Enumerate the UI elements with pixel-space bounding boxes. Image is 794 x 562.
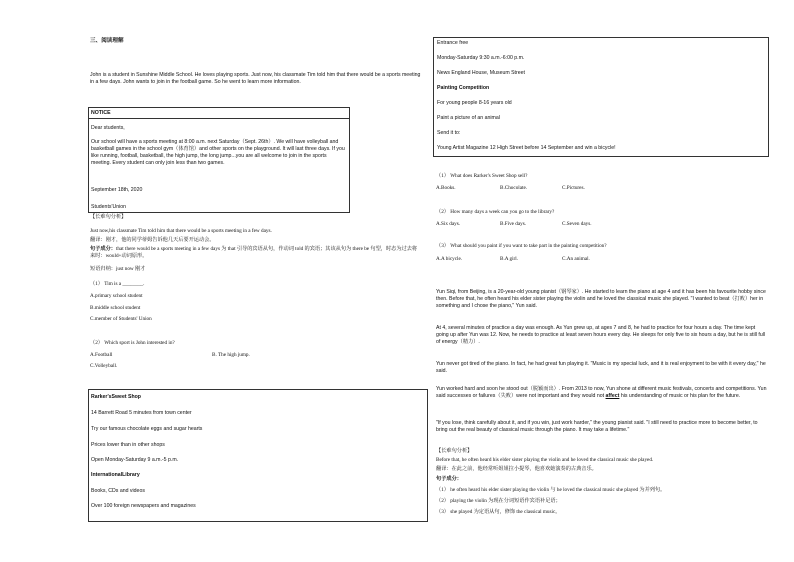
r-question-2-option-b[interactable]: B.Five days. [500, 221, 527, 227]
question-1-option-a[interactable]: A.primary school student [90, 293, 143, 299]
shop-line-4: Open Monday-Saturday 9 a.m.-5 p.m. [91, 457, 179, 463]
r-question-1-option-b[interactable]: B.Chocolate. [500, 185, 528, 191]
shop-line-2: Try our famous chocolate eggs and sugar hearts [91, 426, 203, 432]
r-structure-point-3: （3） she played 为定语从句，修饰 the classical music。 [436, 509, 561, 515]
passage-paragraph-3: Yun never got tired of the piano. In fact, he had great fun playing it. "Music is my special luck, and it is real enjoyment to be with it every day," he said. [436, 361, 766, 374]
analysis-sentence: Just now,his classmate Tim told him that there would be a sports meeting in a few days. [90, 228, 272, 234]
competition-line-3: Send it to: [437, 130, 461, 136]
passage-paragraph-4 [436, 386, 768, 400]
r-question-2-stem: （2） How many days a week can you go to the library? [436, 209, 555, 215]
structure-label: 句子成分： [90, 246, 116, 252]
question-1-option-b[interactable]: B.middle school student [90, 305, 141, 311]
notice-box [88, 107, 350, 213]
r-question-2-option-c[interactable]: C.Seven days. [562, 221, 592, 227]
p4-text-b: his understanding of music or his plan for the future. [619, 393, 741, 399]
intro-paragraph: John is a student in Sunshine Middle School. He loves playing sports. Just now, his classmate Tim told him that there would be a sports meeting in a few days. John wants to join in the football game. So he went to learn more information. [90, 72, 421, 85]
r-question-1-option-a[interactable]: A.Books. [436, 185, 456, 191]
info-line-1: Entrance free [437, 40, 469, 46]
question-2-stem: （2） Which sport is John interested in? [90, 340, 175, 346]
shop-line-3: Prices lower than in other shops [91, 442, 165, 448]
analysis-structure [90, 246, 422, 260]
ads-box [88, 389, 428, 522]
passage-paragraph-1: Yun Siqi, from Beijing, is a 20-year-old young pianist（钢琴家）. He started to learn the piano at age 4 and it has been his favourite hobby since then. Before that, he often heard his elder sister playing the violin and he loved the classical music she played. "I wanted to beat（打败）her in something and I chose the piano," Yun said. [436, 289, 766, 309]
notice-divider [89, 118, 349, 119]
r-structure-label: 句子成分： [436, 476, 462, 482]
r-analysis-translation: 翻译：在此之前，他经常听姐姐拉小提琴，他喜欢她演奏的古典音乐。 [436, 466, 597, 472]
notice-title: NOTICE [91, 110, 111, 116]
library-line-1: Books, CDs and videos [91, 488, 145, 494]
r-structure-point-1: （1） he often heard his elder sister playing the violin 与 he loved the classical music she played 为并列句。 [436, 487, 666, 493]
r-question-3-option-c[interactable]: C.An animal. [562, 256, 590, 262]
r-question-1-stem: （1） What does Rarker's Sweet Shop sell? [436, 173, 528, 179]
r-analysis-label: 【长难句分析】 [436, 448, 473, 454]
p4-underlined-word: affect [605, 393, 620, 399]
section-heading: 三、阅读理解 [90, 38, 124, 44]
library-line-2: Over 100 foreign newspapers and magazines [91, 503, 196, 509]
question-2-option-b[interactable]: B. The high jump. [212, 352, 250, 358]
analysis-translation: 翻译：刚才，他的同学蒂姆告诉他几天后要开运动会。 [90, 237, 215, 243]
analysis-phrase: 短语归纳：just now 刚才 [90, 266, 146, 272]
passage-paragraph-2: At 4, several minutes of practice a day was enough. As Yun grew up, at ages 7 and 8, he had to practice for four hours a day. The time kept going up after Yun was 12. Now, he needs to practice at least seven hours every day. He sleeps for only five to six hours a day, but he is still full of energy（精力）. [436, 325, 766, 345]
r-structure-point-2: （2） playing the violin 为现在分词短语作宾语补足语； [436, 498, 561, 504]
r-question-3-stem: （3） What should you paint if you want to take part in the painting competition? [436, 243, 607, 249]
analysis-label: 【长难句分析】 [90, 214, 127, 220]
r-question-2-option-a[interactable]: A.Six days. [436, 221, 461, 227]
info-line-3: News England House, Museum Street [437, 70, 525, 76]
question-2-option-a[interactable]: A.Football [90, 352, 113, 358]
competition-line-4: Young Artist Magazine 12 High Street before 14 September and win a bicycle! [437, 145, 616, 151]
structure-text: that there would be a sports meeting in a few days 为 that 引导的宾语从句，作动词 told 的宾语；其该从句为 there be 句型，时态为过去将来时：would+动词原形。 [90, 246, 418, 259]
question-1-stem: （1） Tim is a ________. [90, 281, 145, 287]
question-1-option-c[interactable]: C.member of Students' Union [90, 316, 152, 322]
notice-date: September 18th, 2020 [91, 187, 143, 193]
notice-signature: Students'Union [91, 204, 127, 210]
r-question-3-option-a[interactable]: A.A bicycle. [436, 256, 463, 262]
notice-greeting: Dear students, [91, 125, 125, 131]
competition-line-2: Paint a picture of an animal [437, 115, 500, 121]
r-analysis-sentence: Before that, he often heard his elder sister playing the violin and he loved the classical music she played. [436, 457, 654, 463]
info-line-2: Monday-Saturday 9:30 a.m.-6:00 p.m. [437, 55, 525, 61]
competition-line-1: For young people 8-16 years old [437, 100, 512, 106]
r-question-1-option-c[interactable]: C.Pictures. [562, 185, 585, 191]
competition-title: Painting Competition [437, 85, 490, 91]
p4-text-a: Yun worked hard and soon he stood out（脱颖而出）. From 2013 to now, Yun shone at different music festivals, concerts and competitions. Yun said successes or failures（失败）were not important and they would not [436, 386, 767, 399]
shop-title: Rarker'sSweet Shop [91, 394, 141, 400]
passage-paragraph-5: "If you lose, think carefully about it, and if you win, just work harder," the young pianist said. "I still need to practice more to become better, to bring out the real beauty of classical music through the piano. It may take a lifetime." [436, 420, 758, 433]
info-box [433, 37, 769, 157]
r-question-3-option-b[interactable]: B.A girl. [500, 256, 519, 262]
library-title: InternationalLibrary [91, 472, 140, 478]
shop-line-1: 14 Barrett Road 5 minutes from town center [91, 410, 192, 416]
question-2-option-c[interactable]: C.Volleyball. [90, 363, 118, 369]
notice-body: Our school will have a sports meeting at 8:00 a.m. next Saturday（Sept. 26th）. We will have volleyball and basketball games in the school gym（体育馆）and other sports on the playground. It will last three days. If you like running, football, basketball, the high jump, the long jump...you are all welcome to join in the sports meeting. Every student can only join less than two games. [91, 139, 345, 166]
